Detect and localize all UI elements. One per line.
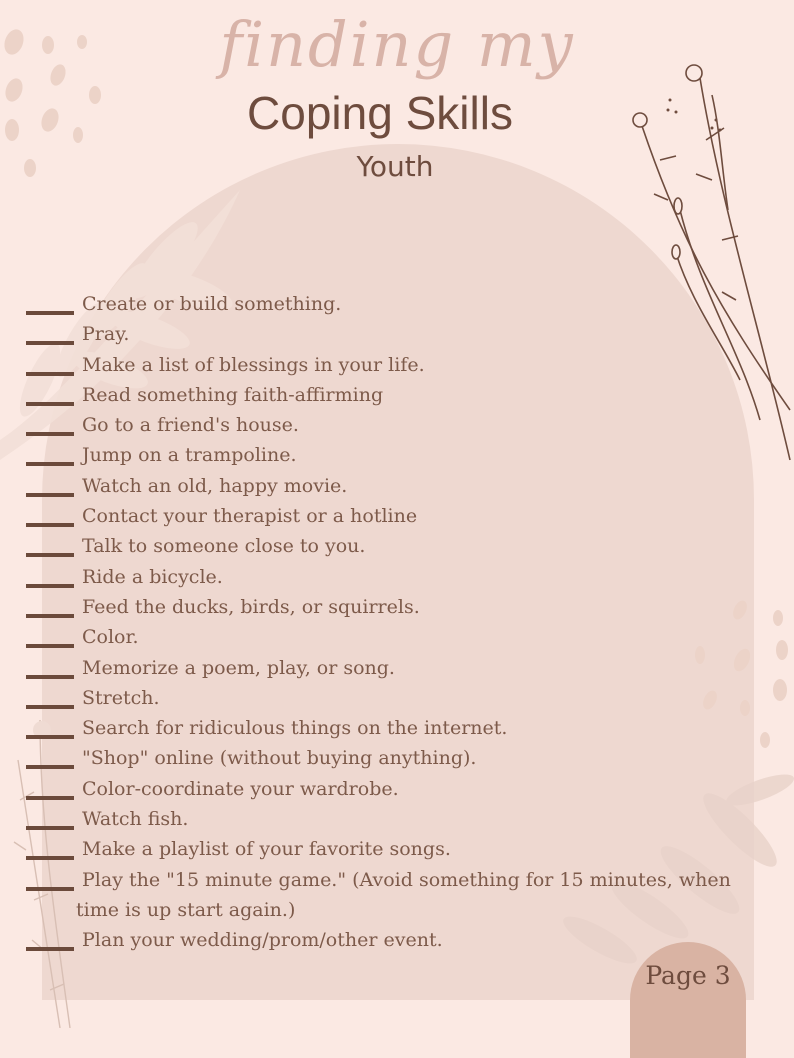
page-number: Page 3	[645, 961, 731, 990]
list-item: Create or build something.	[0, 289, 760, 319]
checkbox-blank-line[interactable]	[26, 826, 74, 830]
list-item: Make a list of blessings in your life.	[0, 350, 760, 380]
list-item: Color.	[0, 622, 760, 652]
coping-skills-list	[0, 289, 760, 955]
page-badge	[630, 942, 746, 1058]
checkbox-blank-line[interactable]	[26, 765, 74, 769]
list-item: Watch an old, happy movie.	[0, 471, 760, 501]
list-item: Contact your therapist or a hotline	[0, 501, 760, 531]
checkbox-blank-line[interactable]	[26, 735, 74, 739]
list-item: Plan your wedding/prom/other event.	[0, 925, 760, 955]
list-item: Feed the ducks, birds, or squirrels.	[0, 592, 760, 622]
checkbox-blank-line[interactable]	[26, 675, 74, 679]
list-item: "Shop" online (without buying anything).	[0, 743, 760, 773]
list-item: Pray.	[0, 319, 760, 349]
checkbox-blank-line[interactable]	[26, 311, 74, 315]
checkbox-blank-line[interactable]	[26, 402, 74, 406]
checkbox-blank-line[interactable]	[26, 553, 74, 557]
checkbox-blank-line[interactable]	[26, 947, 74, 951]
list-item: Play the "15 minute game." (Avoid something for 15 minutes, when time is up start again.)	[0, 865, 760, 925]
list-item: Ride a bicycle.	[0, 562, 760, 592]
list-item: Talk to someone close to you.	[0, 531, 760, 561]
script-title: finding my	[219, 8, 575, 81]
checkbox-blank-line[interactable]	[26, 856, 74, 860]
checkbox-blank-line[interactable]	[26, 372, 74, 376]
list-item: Jump on a trampoline.	[0, 440, 760, 470]
list-item: Go to a friend's house.	[0, 410, 760, 440]
checkbox-blank-line[interactable]	[26, 644, 74, 648]
checkbox-blank-line[interactable]	[26, 614, 74, 618]
list-item: Search for ridiculous things on the internet.	[0, 713, 760, 743]
checkbox-blank-line[interactable]	[26, 523, 74, 527]
checkbox-blank-line[interactable]	[26, 432, 74, 436]
list-item: Color-coordinate your wardrobe.	[0, 774, 760, 804]
list-item: Read something faith-affirming	[0, 380, 760, 410]
checkbox-blank-line[interactable]	[26, 341, 74, 345]
list-item: Watch fish.	[0, 804, 760, 834]
page-subtitle: Youth	[356, 150, 434, 183]
checkbox-blank-line[interactable]	[26, 887, 74, 891]
checkbox-blank-line[interactable]	[26, 705, 74, 709]
checkbox-blank-line[interactable]	[26, 796, 74, 800]
checkbox-blank-line[interactable]	[26, 493, 74, 497]
page-title: Coping Skills	[247, 87, 513, 139]
list-item: Make a playlist of your favorite songs.	[0, 834, 760, 864]
list-item: Stretch.	[0, 683, 760, 713]
checkbox-blank-line[interactable]	[26, 584, 74, 588]
list-item: Memorize a poem, play, or song.	[0, 653, 760, 683]
checkbox-blank-line[interactable]	[26, 462, 74, 466]
